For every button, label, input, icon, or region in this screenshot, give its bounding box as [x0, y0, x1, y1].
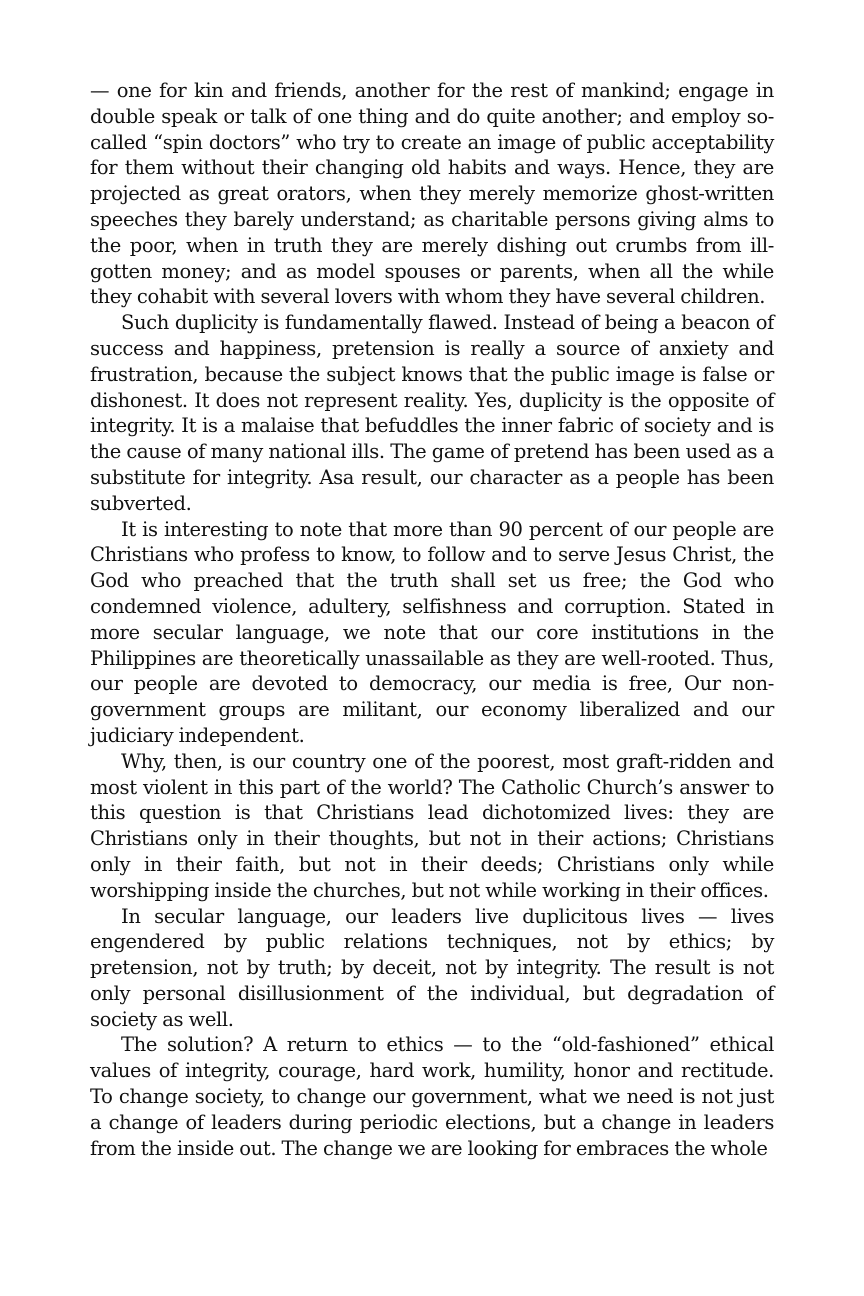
paragraph-continued: — one for kin and friends, another for the rest of mankind; engage in double speak or talk of one thing and do quite another; and employ so-called “spin doctors” who try to create an image of public acceptability for them without their changing old habits and ways. Hence, they are projected as great orators, when they merely memorize ghost-written speeches they barely understand; as charitable persons giving alms to the poor, when in truth they are merely dishing out crumbs from ill-gotten money; and as model spouses or parents, when all the while they cohabit with several lovers with whom they have several children.: [90, 79, 774, 309]
paragraph-duplicity: Such duplicity is fundamentally flawed. Instead of being a beacon of success and happiness, pretension is really a source of anxiety and frustration, because the subject knows that the public image is false or dishonest. It does not represent reality. Yes, duplicity is the opposite of integrity. It is a malaise that befuddles the inner fabric of society and is the cause of many national ills. The game of pretend has been used as a substitute for integrity. Asa result, our character as a people has been subverted.: [90, 311, 774, 515]
paragraph-secular-language: In secular language, our leaders live duplicitous lives — lives engendered by public relations techniques, not by ethics; by pretension, not by truth; by deceit, not by integrity. The result is not only personal disillusionment of the individual, but degradation of society as well.: [90, 904, 774, 1031]
paragraph-why-then: Why, then, is our country one of the poorest, most graft-ridden and most violent in this part of the world? The Catholic Church’s answer to this question is that Christians lead dichotomized lives: they are Christians only in their thoughts, but not in their actions; Christians only in their faith, but not in their deeds; Christians only while worshipping inside the churches, but not while working in their offices.: [90, 749, 774, 902]
page-body: [90, 78, 774, 1161]
paragraph-christians: It is interesting to note that more than 90 percent of our people are Christians who profess to know, to follow and to serve Jesus Christ, the God who preached that the truth shall set us free; the God who condemned violence, adultery, selfishness and corruption. Stated in more secular language, we note that our core institutions in the Philippines are theoretically unassailable as they are well-rooted. Thus, our people are devoted to democracy, our media is free, Our non-government groups are militant, our economy liberalized and our judiciary independent.: [90, 517, 774, 747]
paragraph-solution: The solution? A return to ethics — to the “old-fashioned” ethical values of integrity, courage, hard work, humility, honor and rectitude. To change society, to change our government, what we need is not just a change of leaders during periodic elections, but a change in leaders from the inside out. The change we are looking for embraces the whole: [90, 1033, 774, 1160]
